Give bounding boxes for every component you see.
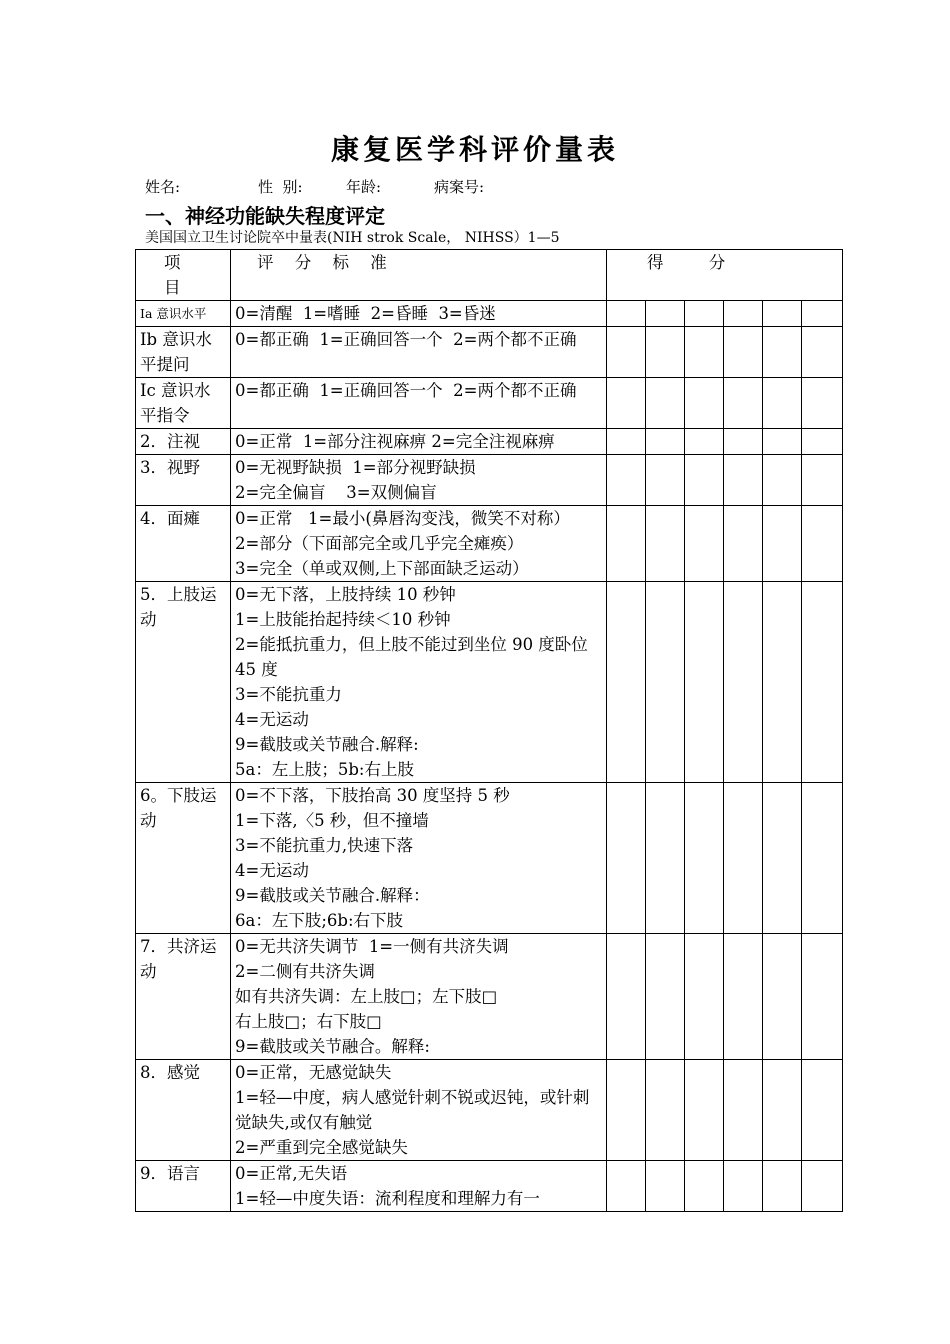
score-cell[interactable] <box>646 783 685 934</box>
score-cell[interactable] <box>802 378 843 429</box>
criteria-line: 0=正常 1=部分注视麻痹 2=完全注视麻痹 <box>235 432 555 451</box>
score-cell[interactable] <box>724 301 763 327</box>
score-cell[interactable] <box>607 934 646 1060</box>
criteria-cell <box>231 327 607 378</box>
criteria-line: 0=无下落，上肢持续 10 秒钟 <box>235 585 456 604</box>
criteria-line: 3=不能抗重力,快速下落 <box>235 836 414 855</box>
score-cell[interactable] <box>802 429 843 455</box>
header-item: 项 目 <box>136 250 231 301</box>
score-cell[interactable] <box>685 378 724 429</box>
table-row <box>136 1161 843 1212</box>
item-cell: 6。下肢运动 <box>136 783 231 934</box>
score-cell[interactable] <box>724 1161 763 1212</box>
table-row <box>136 582 843 783</box>
header-criteria: 评 分 标 准 <box>231 250 607 301</box>
score-cell[interactable] <box>646 1161 685 1212</box>
criteria-cell <box>231 783 607 934</box>
item-cell: 9．语言 <box>136 1161 231 1212</box>
item-cell: 7．共济运动 <box>136 934 231 1060</box>
criteria-cell <box>231 378 607 429</box>
criteria-line: 0=正常 1=最小(鼻唇沟变浅，微笑不对称） <box>235 509 570 528</box>
record-number-label: 病案号: <box>434 178 485 196</box>
table-row <box>136 1060 843 1161</box>
criteria-line: 6a：左下肢;6b:右下肢 <box>235 911 404 930</box>
score-cell[interactable] <box>724 429 763 455</box>
score-cell[interactable] <box>607 301 646 327</box>
score-cell[interactable] <box>646 1060 685 1161</box>
table-header-row <box>136 250 843 301</box>
score-cell[interactable] <box>802 783 843 934</box>
table-row <box>136 301 843 327</box>
table-row <box>136 327 843 378</box>
score-cell[interactable] <box>802 1161 843 1212</box>
score-cell[interactable] <box>724 506 763 582</box>
criteria-line: 0=不下落，下肢抬高 30 度坚持 5 秒 <box>235 786 510 805</box>
name-label: 姓名: <box>145 178 181 196</box>
score-cell[interactable] <box>607 455 646 506</box>
score-cell[interactable] <box>685 327 724 378</box>
score-cell[interactable] <box>685 429 724 455</box>
score-cell[interactable] <box>763 934 802 1060</box>
score-cell[interactable] <box>607 1161 646 1212</box>
score-cell[interactable] <box>685 582 724 783</box>
criteria-line: 3=不能抗重力 <box>235 685 342 704</box>
criteria-cell <box>231 506 607 582</box>
score-cell[interactable] <box>724 582 763 783</box>
score-cell[interactable] <box>802 506 843 582</box>
table-row <box>136 429 843 455</box>
score-cell[interactable] <box>607 506 646 582</box>
criteria-line: 1=下落,〈5 秒，但不撞墙 <box>235 811 429 830</box>
score-cell[interactable] <box>607 582 646 783</box>
score-cell[interactable] <box>763 1161 802 1212</box>
score-cell[interactable] <box>685 934 724 1060</box>
table-row <box>136 378 843 429</box>
score-cell[interactable] <box>802 934 843 1060</box>
criteria-line: 1=轻—中度，病人感觉针刺不锐或迟钝，或针刺觉缺失,或仅有触觉 <box>235 1088 590 1132</box>
score-cell[interactable] <box>724 934 763 1060</box>
score-cell[interactable] <box>802 327 843 378</box>
criteria-line: 1=上肢能抬起持续＜10 秒钟 <box>235 610 451 629</box>
score-cell[interactable] <box>802 455 843 506</box>
score-cell[interactable] <box>763 1060 802 1161</box>
score-cell[interactable] <box>607 783 646 934</box>
score-cell[interactable] <box>802 1060 843 1161</box>
criteria-cell <box>231 1161 607 1212</box>
criteria-cell <box>231 1060 607 1161</box>
score-cell[interactable] <box>763 455 802 506</box>
score-cell[interactable] <box>646 378 685 429</box>
criteria-cell <box>231 455 607 506</box>
score-cell[interactable] <box>724 378 763 429</box>
score-cell[interactable] <box>646 429 685 455</box>
score-cell[interactable] <box>646 582 685 783</box>
score-cell[interactable] <box>685 1161 724 1212</box>
score-cell[interactable] <box>646 934 685 1060</box>
item-cell: 4．面瘫 <box>136 506 231 582</box>
score-cell[interactable] <box>685 506 724 582</box>
score-cell[interactable] <box>724 327 763 378</box>
nihss-table <box>135 249 843 1212</box>
criteria-line: 2=部分（下面部完全或几乎完全瘫痪） <box>235 534 524 553</box>
criteria-line: 3=完全（单或双侧,上下部面缺乏运动） <box>235 559 529 578</box>
criteria-line: 0=都正确 1=正确回答一个 2=两个都不正确 <box>235 330 577 349</box>
score-cell[interactable] <box>646 506 685 582</box>
document-title: 康复医学科评价量表 <box>330 133 619 166</box>
criteria-cell <box>231 582 607 783</box>
criteria-line: 如有共济失调：左上肢□；左下肢□ <box>235 987 498 1006</box>
criteria-line: 0=正常,无失语 <box>235 1164 348 1183</box>
criteria-line: 2=严重到完全感觉缺失 <box>235 1138 408 1157</box>
score-cell[interactable] <box>763 582 802 783</box>
score-cell[interactable] <box>607 1060 646 1161</box>
score-cell[interactable] <box>646 455 685 506</box>
score-cell[interactable] <box>607 378 646 429</box>
item-cell: 2．注视 <box>136 429 231 455</box>
scale-subtitle: 美国国立卫生讨论院卒中量表(NIH strok Scale， NIHSS）1—5 <box>145 230 560 246</box>
section-heading: 一、神经功能缺失程度评定 <box>145 204 385 228</box>
item-cell: 3．视野 <box>136 455 231 506</box>
header-score: 得 分 <box>607 250 843 301</box>
score-cell[interactable] <box>646 327 685 378</box>
table-row <box>136 934 843 1060</box>
gender-label: 性 别: <box>258 178 303 196</box>
score-cell[interactable] <box>724 1060 763 1161</box>
score-cell[interactable] <box>763 429 802 455</box>
item-cell: 5．上肢运动 <box>136 582 231 783</box>
criteria-line: 2=完全偏盲 3=双侧偏盲 <box>235 483 437 502</box>
criteria-line: 0=都正确 1=正确回答一个 2=两个都不正确 <box>235 381 577 400</box>
criteria-line: 右上肢□；右下肢□ <box>235 1012 382 1031</box>
criteria-line: 0=正常，无感觉缺失 <box>235 1063 392 1082</box>
item-cell: Ic 意识水平指令 <box>136 378 231 429</box>
item-cell: Ia 意识水平 <box>136 301 231 327</box>
criteria-line: 1=轻—中度失语：流利程度和理解力有一 <box>235 1189 540 1208</box>
score-cell[interactable] <box>685 1060 724 1161</box>
patient-info-row <box>145 176 484 197</box>
score-cell[interactable] <box>763 327 802 378</box>
score-cell[interactable] <box>763 378 802 429</box>
table-row <box>136 455 843 506</box>
criteria-line: 2=二侧有共济失调 <box>235 962 375 981</box>
score-cell[interactable] <box>802 301 843 327</box>
criteria-cell <box>231 934 607 1060</box>
score-cell[interactable] <box>763 506 802 582</box>
score-cell[interactable] <box>724 783 763 934</box>
criteria-line: 2=能抵抗重力，但上肢不能过到坐位 90 度卧位 45 度 <box>235 635 594 679</box>
criteria-line: 9=截肢或关节融合.解释： <box>235 886 430 905</box>
table-row <box>136 506 843 582</box>
criteria-line: 4=无运动 <box>235 710 309 729</box>
criteria-line: 0=清醒 1=嗜睡 2=昏睡 3=昏迷 <box>235 304 496 323</box>
score-cell[interactable] <box>685 455 724 506</box>
criteria-cell <box>231 429 607 455</box>
score-cell[interactable] <box>802 582 843 783</box>
criteria-cell <box>231 301 607 327</box>
age-label: 年龄: <box>346 178 382 196</box>
item-cell: Ib 意识水平提问 <box>136 327 231 378</box>
table-row <box>136 783 843 934</box>
score-cell[interactable] <box>685 301 724 327</box>
criteria-line: 4=无运动 <box>235 861 309 880</box>
score-cell[interactable] <box>685 783 724 934</box>
score-cell[interactable] <box>724 455 763 506</box>
criteria-line: 9=截肢或关节融合。解释: <box>235 1037 430 1056</box>
criteria-line: 9=截肢或关节融合.解释: <box>235 735 419 754</box>
criteria-line: 0=无视野缺损 1=部分视野缺损 <box>235 458 476 477</box>
score-cell[interactable] <box>646 301 685 327</box>
score-cell[interactable] <box>607 327 646 378</box>
score-cell[interactable] <box>763 301 802 327</box>
criteria-line: 0=无共济失调节 1=一侧有共济失调 <box>235 937 509 956</box>
item-cell: 8．感觉 <box>136 1060 231 1161</box>
criteria-line: 5a：左上肢；5b:右上肢 <box>235 760 414 779</box>
score-cell[interactable] <box>763 783 802 934</box>
score-cell[interactable] <box>607 429 646 455</box>
